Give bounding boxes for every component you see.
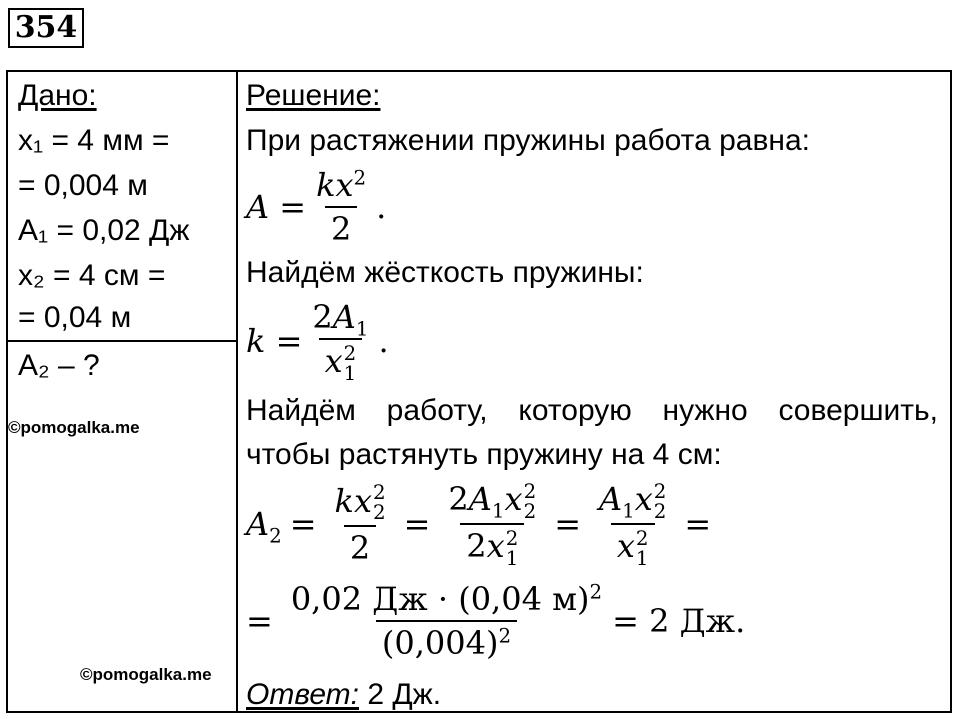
given-line-2: = 0,004 м (18, 169, 148, 202)
answer-value: 2 Дж. (367, 678, 442, 711)
given-line-5: = 0,04 м (18, 301, 132, 334)
answer-label: Ответ: (246, 678, 359, 711)
formula-stiffness: k = $2A_1$ x 2 1 . (246, 298, 389, 385)
numeric-denominator: (0,004) (381, 624, 499, 662)
solution-line-3: Найдём работу, которую нужно совершить, (246, 394, 938, 427)
fraction-numeric: $\frac{0,02 Дж \cdot (0,04 м)^2}{(0,004)^2}$ (290, 580, 603, 662)
given-line-4: x₂ = 4 см = (18, 259, 166, 292)
find-line: A₂ – ? (18, 349, 100, 382)
formula-numeric: = $\frac{0,02 Дж \cdot (0,04 м)^2}{(0,004)^2}$ = 2 Дж. (246, 580, 746, 662)
fraction-stiffness: $2A_1$ x 2 1 (312, 298, 369, 385)
solution-line-1: При растяжении пружины работа равна: (246, 124, 810, 157)
numeric-result: = 2 Дж. (612, 602, 746, 640)
given-divider (8, 340, 236, 342)
numeric-numerator: 0,02 Дж · (0,04 м) (290, 580, 590, 618)
formula-work: A = $\frac{kx^2}{2}$ . (246, 166, 387, 248)
fraction-a: kx 2 2 2 (334, 481, 386, 568)
solution-header: Решение: (246, 79, 381, 112)
formula-work2: $A_2$ = kx 2 2 2 = $2A_1x$ 2 2 2x 2 1 = $A_1x$ 2 2 x 2 1 = (246, 479, 712, 570)
watermark-top: ©pomogalka.me (8, 418, 140, 437)
given-line-1: x₁ = 4 мм = (18, 124, 170, 157)
column-divider (236, 72, 238, 711)
watermark-bottom: ©pomogalka.me (80, 665, 212, 684)
solution-line-4: чтобы растянуть пружину на 4 см: (246, 438, 722, 471)
fraction-b: $2A_1x$ 2 2 2x 2 1 (448, 479, 537, 570)
given-line-3: A₁ = 0,02 Дж (18, 214, 190, 247)
fraction-work: $\frac{kx^2}{2}$ (316, 166, 367, 248)
fraction-c: $A_1x$ 2 2 x 2 1 (599, 479, 667, 570)
problem-number: 354 (8, 8, 84, 48)
solution-line-2: Найдём жёсткость пружины: (246, 256, 644, 289)
given-header: Дано: (18, 79, 97, 112)
answer-line (246, 677, 441, 713)
